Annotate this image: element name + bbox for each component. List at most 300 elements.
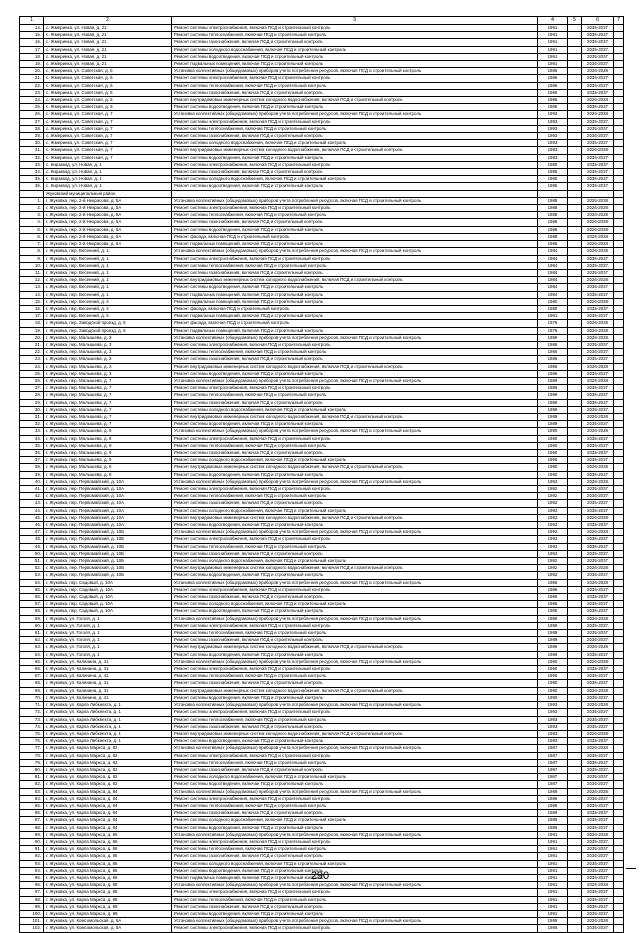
row-number-cell: 87. xyxy=(20,817,44,824)
repair-program-table xyxy=(19,16,624,933)
table-row xyxy=(20,651,624,658)
year-cell: 1992 xyxy=(538,529,568,536)
col5-cell xyxy=(568,154,582,161)
table-row xyxy=(20,601,624,608)
col5-cell xyxy=(568,738,582,745)
table-row xyxy=(20,298,624,305)
row-number-cell: 51. xyxy=(20,558,44,565)
work-type-cell: Ремонт системы электроснабжения, включая ПСД и строительный контроль xyxy=(172,709,538,716)
table-row xyxy=(20,406,624,413)
col5-cell xyxy=(568,788,582,795)
row-number-cell: 29. xyxy=(20,399,44,406)
col5-cell xyxy=(568,233,582,240)
col7-cell xyxy=(614,658,624,665)
row-number-cell: 15. xyxy=(20,298,44,305)
table-row xyxy=(20,25,624,32)
address-cell: г. Жуковка, пер. 2-й Некрасова, д. 5А xyxy=(44,197,172,204)
work-type-cell: Ремонт системы теплоснабжения, включая ПСД и строительный контроль xyxy=(172,349,538,356)
col5-cell xyxy=(568,702,582,709)
period-cell: 2035-2037 xyxy=(582,781,614,788)
col5-cell xyxy=(568,255,582,262)
table-row xyxy=(20,176,624,183)
work-type-cell: Ремонт системы электроснабжения, включая ПСД и строительный контроль xyxy=(172,118,538,125)
row-number-cell: 25. xyxy=(20,104,44,111)
period-cell: 2035-2037 xyxy=(582,694,614,701)
address-cell: г. Жуковка, ул. Гоголя, д. 1 xyxy=(44,637,172,644)
work-type-cell: Ремонт системы электроснабжения, включая ПСД и строительный контроль xyxy=(172,341,538,348)
table-row xyxy=(20,219,624,226)
col7-cell xyxy=(614,197,624,204)
table-row xyxy=(20,536,624,543)
col7-cell xyxy=(614,860,624,867)
work-type-cell: Ремонт системы холодного водоснабжения, включая ПСД и строительный контроль xyxy=(172,406,538,413)
year-cell: 1990 xyxy=(538,666,568,673)
work-type-cell: Ремонт внутридомовых инженерных систем холодного водоснабжения, включая ПСД и строительный контроль xyxy=(172,687,538,694)
year-cell: 1992 xyxy=(538,507,568,514)
col7-cell xyxy=(614,651,624,658)
work-type-cell: Ремонт подвальных помещений, включая ПСД и строительный контроль xyxy=(172,291,538,298)
year-cell: 1991 xyxy=(538,838,568,845)
period-cell: 2035-2037 xyxy=(582,140,614,147)
col7-cell xyxy=(614,233,624,240)
table-row xyxy=(20,846,624,853)
table-row xyxy=(20,190,624,197)
year-cell: 1993 xyxy=(538,709,568,716)
work-type-cell: Ремонт системы теплоснабжения, включая ПСД и строительный контроль xyxy=(172,212,538,219)
table-row xyxy=(20,435,624,442)
period-cell: 2035-2037 xyxy=(582,759,614,766)
table-row xyxy=(20,673,624,680)
address-cell: г. Жуковка, ул. Гоголя, д. 1 xyxy=(44,622,172,629)
address-cell: г. Жуковка, пер. Садовый, д. 10А xyxy=(44,601,172,608)
work-type-cell: Установка коллективных (общедомовых) приборов учета потребления ресурсов, включая ПСД и строительный контроль xyxy=(172,377,538,384)
address-cell: г. Жуковка, ул. Карла Маркса, д. 84 xyxy=(44,802,172,809)
col7-cell xyxy=(614,334,624,341)
table-row xyxy=(20,889,624,896)
work-type-cell: Ремонт системы электроснабжения, включая ПСД и строительный контроль xyxy=(172,752,538,759)
work-type-cell: Ремонт системы водоотведения, включая ПСД и строительный контроль xyxy=(172,824,538,831)
address-cell: с. Жмеринка, ул. Советская, д. 7 xyxy=(44,111,172,118)
col5-cell xyxy=(568,658,582,665)
row-number-cell: 31. xyxy=(20,147,44,154)
work-type-cell: Ремонт системы электроснабжения, включая ПСД и строительный контроль xyxy=(172,536,538,543)
row-number-cell: 61. xyxy=(20,630,44,637)
col7-cell xyxy=(614,46,624,53)
period-cell: 2035-2037 xyxy=(582,39,614,46)
period-cell: 2026-2028 xyxy=(582,687,614,694)
col7-cell xyxy=(614,702,624,709)
work-type-cell: Установка коллективных (общедомовых) приборов учета потребления ресурсов, включая ПСД и строительный контроль xyxy=(172,197,538,204)
work-type-cell: Ремонт системы водоотведения, включая ПСД и строительный контроль xyxy=(172,910,538,917)
col5-cell xyxy=(568,111,582,118)
table-row xyxy=(20,745,624,752)
row-number-cell: 22. xyxy=(20,349,44,356)
row-number-cell: 92. xyxy=(20,853,44,860)
work-type-cell: Ремонт системы водоотведения, включая ПСД и строительный контроль xyxy=(172,284,538,291)
period-cell: 2026-2028 xyxy=(582,226,614,233)
table-row xyxy=(20,39,624,46)
year-cell: 1988 xyxy=(538,226,568,233)
period-cell: 2026-2028 xyxy=(582,464,614,471)
col5-cell xyxy=(568,68,582,75)
work-type-cell: Ремонт системы электроснабжения, включая ПСД и строительный контроль xyxy=(172,435,538,442)
address-cell: г. Жуковка, ул. Карла Маркса, д. 86 xyxy=(44,853,172,860)
col5-cell xyxy=(568,147,582,154)
col5-cell xyxy=(568,687,582,694)
col7-cell xyxy=(614,313,624,320)
address-cell: г. Жуковка, пер. Малышева, д. 9 xyxy=(44,428,172,435)
col7-cell xyxy=(614,752,624,759)
col5-cell xyxy=(568,399,582,406)
work-type-cell: Ремонт системы теплоснабжения, включая ПСД и строительный контроль xyxy=(172,262,538,269)
col5-cell xyxy=(568,478,582,485)
col5-cell xyxy=(568,759,582,766)
year-cell: 1990 xyxy=(538,694,568,701)
period-cell: 2035-2037 xyxy=(582,25,614,32)
table-row xyxy=(20,442,624,449)
table-row xyxy=(20,903,624,910)
table-row xyxy=(20,32,624,39)
row-number-cell: 2. xyxy=(20,205,44,212)
col7-cell xyxy=(614,428,624,435)
col7-cell xyxy=(614,133,624,140)
col7-cell xyxy=(614,601,624,608)
col5-cell xyxy=(568,356,582,363)
col5-cell xyxy=(568,673,582,680)
col5-cell xyxy=(568,212,582,219)
col7-cell xyxy=(614,154,624,161)
year-cell: 1986 xyxy=(538,608,568,615)
address-cell: г. Жуковка, пер. Первомайский, д. 10А xyxy=(44,493,172,500)
period-cell: 2026-2028 xyxy=(582,111,614,118)
col7-cell xyxy=(614,853,624,860)
address-cell: г. Жуковка, пер. Весенний, д. 1 xyxy=(44,248,172,255)
table-row xyxy=(20,853,624,860)
row-number-cell: 21. xyxy=(20,75,44,82)
table-row xyxy=(20,269,624,276)
col5-cell xyxy=(568,140,582,147)
table-row xyxy=(20,738,624,745)
address-cell: г. Жуковка, ул. Калинина, д. 41 xyxy=(44,694,172,701)
address-cell: г. Жуковка, ул. Карла Либкнехта, д. 1 xyxy=(44,702,172,709)
row-number-cell: 36. xyxy=(20,183,44,190)
col7-cell xyxy=(614,82,624,89)
period-cell: 2035-2037 xyxy=(582,486,614,493)
row-number-cell: 18. xyxy=(20,53,44,60)
year-cell: 1990 xyxy=(538,435,568,442)
table-row xyxy=(20,478,624,485)
year-cell: 1986 xyxy=(538,82,568,89)
period-cell: 2035-2037 xyxy=(582,910,614,917)
work-type-cell: Ремонт системы электроснабжения, включая ПСД и строительный контроль xyxy=(172,838,538,845)
work-type-cell: Ремонт системы водоотведения, включая ПСД и строительный контроль xyxy=(172,651,538,658)
table-row xyxy=(20,82,624,89)
col7-cell xyxy=(614,680,624,687)
row-number-cell: 40. xyxy=(20,478,44,485)
work-type-cell: Ремонт системы водоотведения, включая ПСД и строительный контроль xyxy=(172,370,538,377)
col7-cell xyxy=(614,644,624,651)
work-type-cell: Ремонт системы водоотведения, включая ПСД и строительный контроль xyxy=(172,471,538,478)
period-cell: 2035-2037 xyxy=(582,176,614,183)
period-cell: 2035-2037 xyxy=(582,356,614,363)
col7-cell xyxy=(614,774,624,781)
col7-cell xyxy=(614,75,624,82)
col7-cell xyxy=(614,565,624,572)
address-cell: г. Жуковка, ул. Карла Маркса, д. 82 xyxy=(44,759,172,766)
col7-cell xyxy=(614,716,624,723)
address-cell: г. Жуковка, ул. Карла Маркса, д. 88 xyxy=(44,889,172,896)
year-cell: 1988 xyxy=(538,241,568,248)
period-cell: 2026-2028 xyxy=(582,277,614,284)
work-type-cell: Ремонт системы газоснабжения, включая ПСД и строительный контроль xyxy=(172,766,538,773)
col5-cell xyxy=(568,61,582,68)
period-cell: 2026-2028 xyxy=(582,298,614,305)
work-type-cell: Ремонт системы газоснабжения, включая ПСД и строительный контроль xyxy=(172,219,538,226)
address-cell: г. Жуковка, пер. Весенний, д. 6 xyxy=(44,313,172,320)
year-cell: 1989 xyxy=(538,421,568,428)
year-cell: 1989 xyxy=(538,802,568,809)
year-cell: 1991 xyxy=(538,867,568,874)
col7-cell xyxy=(614,817,624,824)
work-type-cell: Ремонт системы теплоснабжения, включая ПСД и строительный контроль xyxy=(172,759,538,766)
year-cell: 1992 xyxy=(538,514,568,521)
year-cell: 1989 xyxy=(538,824,568,831)
work-type-cell: Ремонт системы газоснабжения, включая ПСД и строительный контроль xyxy=(172,399,538,406)
address-cell: г. Жуковка, пер. Первомайский, д. 10А xyxy=(44,522,172,529)
year-cell: 1987 xyxy=(538,781,568,788)
row-number-cell: 99. xyxy=(20,903,44,910)
year-cell: 1986 xyxy=(538,341,568,348)
period-cell: 2035-2037 xyxy=(582,125,614,132)
address-cell: г. Жуковка, ул. Карла Маркса, д. 86 xyxy=(44,846,172,853)
col7-cell xyxy=(614,471,624,478)
col7-cell xyxy=(614,226,624,233)
work-type-cell: Ремонт подвальных помещений, включая ПСД и строительный контроль xyxy=(172,313,538,320)
period-cell: 2035-2037 xyxy=(582,406,614,413)
table-row xyxy=(20,831,624,838)
address-cell: г. Жуковка, ул. Карла Маркса, д. 86 xyxy=(44,860,172,867)
col5-cell xyxy=(568,536,582,543)
col5-cell xyxy=(568,486,582,493)
address-cell: с. Жмеринка, ул. Советская, д. 7 xyxy=(44,140,172,147)
year-cell: 1986 xyxy=(538,68,568,75)
row-number-cell: 60. xyxy=(20,622,44,629)
table-row xyxy=(20,680,624,687)
work-type-cell: Установка коллективных (общедомовых) приборов учета потребления ресурсов, включая ПСД и строительный контроль xyxy=(172,745,538,752)
row-number-cell: 26. xyxy=(20,377,44,384)
work-type-cell: Ремонт системы газоснабжения, включая ПСД и строительный контроль xyxy=(172,853,538,860)
address-cell: с. Жмеринка, ул. Советская, д. 5 xyxy=(44,82,172,89)
row-number-cell: 41. xyxy=(20,486,44,493)
address-cell: г. Жуковка, ул. Карла Маркса, д. 86 xyxy=(44,831,172,838)
col7-cell xyxy=(614,356,624,363)
year-cell: 1991 xyxy=(538,39,568,46)
period-cell: 2035-2037 xyxy=(582,651,614,658)
row-number-cell: 6. xyxy=(20,233,44,240)
col5-cell xyxy=(568,666,582,673)
period-cell: 2035-2037 xyxy=(582,680,614,687)
col5-cell xyxy=(568,529,582,536)
period-cell: 2035-2037 xyxy=(582,118,614,125)
col5-cell xyxy=(568,104,582,111)
row-number-cell: 16. xyxy=(20,39,44,46)
col7-cell xyxy=(614,219,624,226)
period-cell: 2026-2028 xyxy=(582,363,614,370)
work-type-cell: Ремонт системы водоотведения, включая ПСД и строительный контроль xyxy=(172,154,538,161)
address-cell: г. Жуковка, пер. Весенний, д. 4 xyxy=(44,305,172,312)
address-cell: г. Жуковка, ул. Карла Маркса, д. 84 xyxy=(44,795,172,802)
address-cell: г. Жуковка, пер. Малышева, д. 7 xyxy=(44,421,172,428)
year-cell: 1984 xyxy=(538,291,568,298)
period-cell: 2026-2028 xyxy=(582,918,614,925)
row-number-cell: 5. xyxy=(20,226,44,233)
address-cell: г. Жуковка, ул. Карла Маркса, д. 84 xyxy=(44,824,172,831)
work-type-cell: Ремонт системы газоснабжения, включая ПСД и строительный контроль xyxy=(172,594,538,601)
col7-cell xyxy=(614,550,624,557)
work-type-cell: Ремонт системы газоснабжения, включая ПСД и строительный контроль xyxy=(172,723,538,730)
year-cell: 1991 xyxy=(538,896,568,903)
period-cell: 2026-2028 xyxy=(582,205,614,212)
table-row xyxy=(20,802,624,809)
address-cell: г. Жуковка, пер. Весенний, д. 1 xyxy=(44,255,172,262)
row-number-cell: 22. xyxy=(20,82,44,89)
col7-cell xyxy=(614,709,624,716)
col5-cell xyxy=(568,269,582,276)
work-type-cell: Установка коллективных (общедомовых) приборов учета потребления ресурсов, включая ПСД и строительный контроль xyxy=(172,428,538,435)
address-cell: с. Кирзавод, ул. Новая, д. 1 xyxy=(44,161,172,168)
period-cell: 2035-2037 xyxy=(582,341,614,348)
col5-cell xyxy=(568,781,582,788)
col7-cell xyxy=(614,125,624,132)
col7-cell xyxy=(614,104,624,111)
year-cell: 1990 xyxy=(538,673,568,680)
period-cell: 2035-2037 xyxy=(582,846,614,853)
period-cell: 2035-2037 xyxy=(582,586,614,593)
col7-cell xyxy=(614,730,624,737)
col7-cell xyxy=(614,810,624,817)
period-cell: 2035-2037 xyxy=(582,255,614,262)
col5-cell xyxy=(568,716,582,723)
col5-cell xyxy=(568,831,582,838)
row-number-cell: 42. xyxy=(20,493,44,500)
year-cell: 1989 xyxy=(538,630,568,637)
table-row xyxy=(20,752,624,759)
col7-cell xyxy=(614,486,624,493)
table-row xyxy=(20,46,624,53)
table-row xyxy=(20,507,624,514)
address-cell: г. Жуковка, пер. Малышева, д. 7 xyxy=(44,377,172,384)
col7-cell xyxy=(614,377,624,384)
row-number-cell: 12. xyxy=(20,277,44,284)
period-cell: 2026-2028 xyxy=(582,327,614,334)
col7-cell xyxy=(614,406,624,413)
period-cell: 2035-2037 xyxy=(582,874,614,881)
period-cell: 2035-2037 xyxy=(582,507,614,514)
col5-cell xyxy=(568,305,582,312)
row-number-cell: 91. xyxy=(20,846,44,853)
table-row xyxy=(20,543,624,550)
table-row xyxy=(20,630,624,637)
row-number-cell: 100. xyxy=(20,910,44,917)
col5-cell xyxy=(568,622,582,629)
year-cell: 1984 xyxy=(538,262,568,269)
year-cell: 1991 xyxy=(538,853,568,860)
period-cell: 2035-2037 xyxy=(582,370,614,377)
period-cell: 2035-2037 xyxy=(582,860,614,867)
col5-cell xyxy=(568,89,582,96)
address-cell: г. Жуковка, пер. Заводской проезд, д. 6 xyxy=(44,320,172,327)
row-number-cell: 30. xyxy=(20,140,44,147)
table-row xyxy=(20,471,624,478)
col5-cell xyxy=(568,133,582,140)
table-row xyxy=(20,694,624,701)
col7-cell xyxy=(614,25,624,32)
col5-cell xyxy=(568,709,582,716)
period-cell: 2026-2028 xyxy=(582,334,614,341)
col5-cell xyxy=(568,32,582,39)
year-cell: 1990 xyxy=(538,442,568,449)
work-type-cell: Ремонт системы водоотведения, включая ПСД и строительный контроль xyxy=(172,104,538,111)
col5-cell xyxy=(568,392,582,399)
col5-cell xyxy=(568,413,582,420)
col5-cell xyxy=(568,327,582,334)
address-cell: с. Жмеринка, ул. Советская, д. 5 xyxy=(44,89,172,96)
period-cell: 2026-2028 xyxy=(582,615,614,622)
col5-cell xyxy=(568,334,582,341)
column-number-row xyxy=(20,17,624,25)
work-type-cell: Ремонт системы теплоснабжения, включая ПСД и строительный контроль xyxy=(172,32,538,39)
year-cell: 1981 xyxy=(538,313,568,320)
year-cell: 1993 xyxy=(538,111,568,118)
year-cell: 1989 xyxy=(538,622,568,629)
col7-cell xyxy=(614,694,624,701)
col7-cell xyxy=(614,169,624,176)
col7-cell xyxy=(614,759,624,766)
row-number-cell: 76. xyxy=(20,738,44,745)
row-number-cell: 32. xyxy=(20,154,44,161)
work-type-cell: Ремонт внутридомовых инженерных систем холодного водоснабжения, включая ПСД и строительный контроль xyxy=(172,277,538,284)
col5-cell xyxy=(568,176,582,183)
work-type-cell: Установка коллективных (общедомовых) приборов учета потребления ресурсов, включая ПСД и строительный контроль xyxy=(172,579,538,586)
col7-cell xyxy=(614,478,624,485)
row-number-cell: 73. xyxy=(20,716,44,723)
work-type-cell: Ремонт системы теплоснабжения, включая ПСД и строительный контроль xyxy=(172,543,538,550)
work-type-cell: Ремонт системы теплоснабжения, включая ПСД и строительный контроль xyxy=(172,630,538,637)
table-row xyxy=(20,118,624,125)
row-number-cell: 35. xyxy=(20,442,44,449)
row-number-cell: 19. xyxy=(20,327,44,334)
table-row xyxy=(20,586,624,593)
table-row xyxy=(20,413,624,420)
row-number-cell: 14. xyxy=(20,291,44,298)
col5-cell xyxy=(568,745,582,752)
year-cell: 1992 xyxy=(538,550,568,557)
col5-cell xyxy=(568,190,582,197)
col5-cell xyxy=(568,846,582,853)
col5-cell xyxy=(568,284,582,291)
col5-cell xyxy=(568,694,582,701)
period-cell: 2035-2037 xyxy=(582,594,614,601)
row-number-cell: 25. xyxy=(20,370,44,377)
row-number-cell: 66. xyxy=(20,666,44,673)
period-cell: 2026-2028 xyxy=(582,377,614,384)
work-type-cell: Ремонт системы электроснабжения, включая ПСД и строительный контроль xyxy=(172,75,538,82)
year-cell: 1989 xyxy=(538,788,568,795)
year-cell: 1993 xyxy=(538,723,568,730)
year-cell: 1991 xyxy=(538,874,568,881)
period-cell: 2026-2028 xyxy=(582,579,614,586)
col7-cell xyxy=(614,161,624,168)
